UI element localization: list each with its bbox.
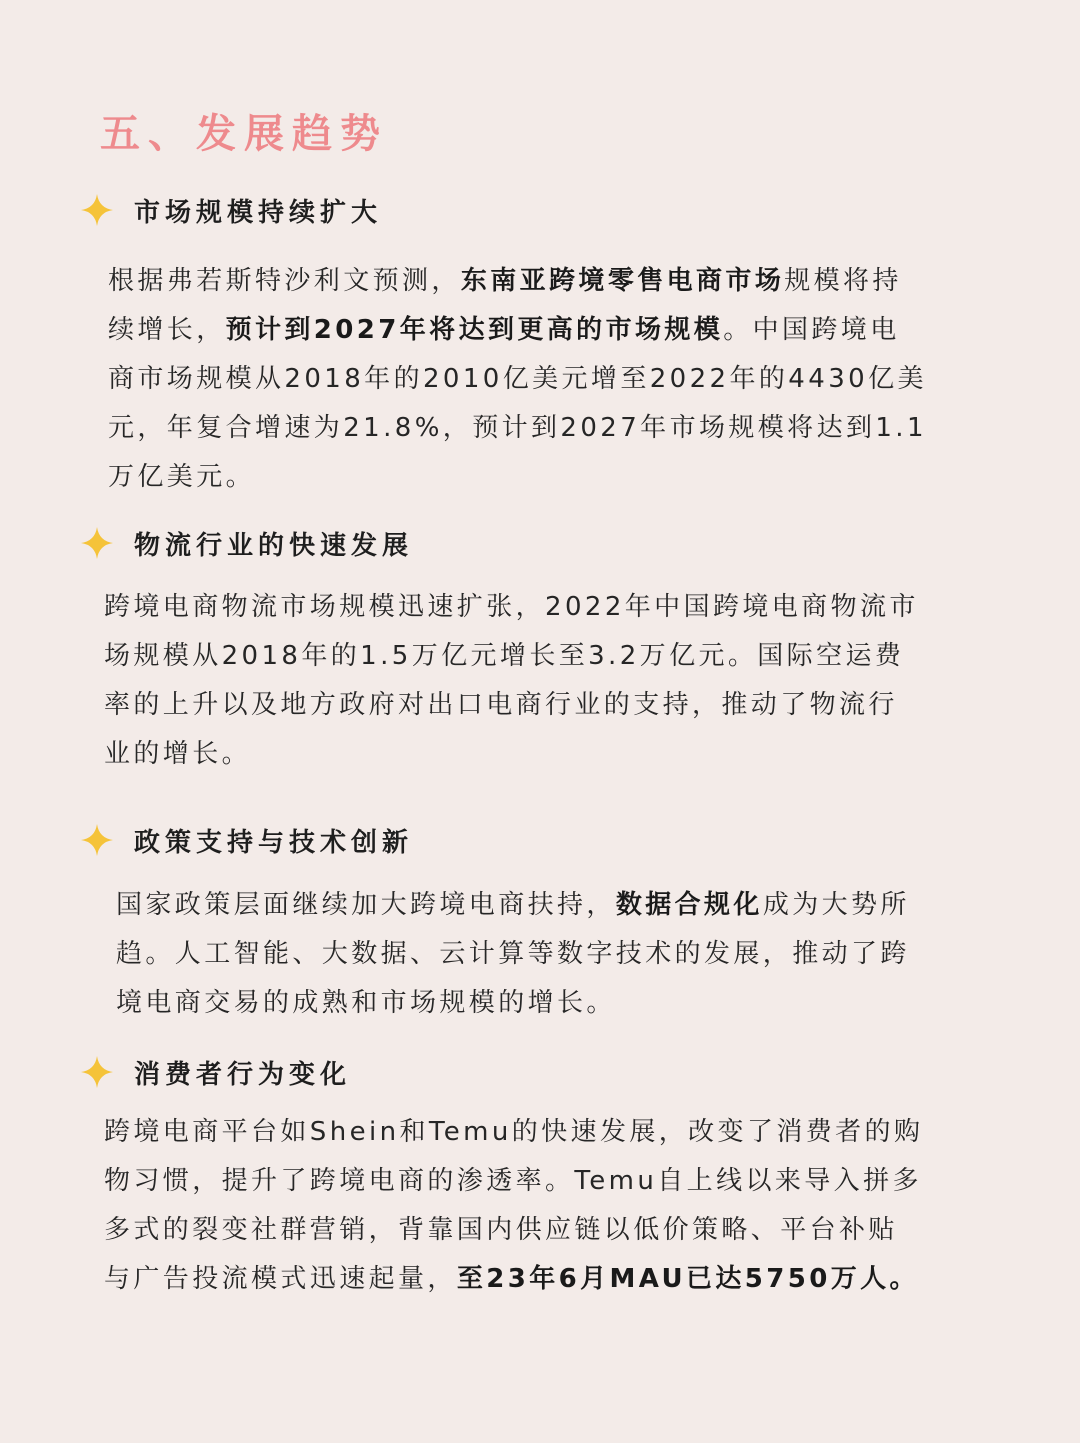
body-text: 境电商交易的成熟和市场规模的增长。 xyxy=(116,988,616,1018)
section-heading-consumer xyxy=(80,1052,351,1092)
body-text: 跨境电商物流市场规模迅速扩张，2022年中国跨境电商物流市 xyxy=(104,592,919,622)
paragraph-line xyxy=(108,404,927,453)
emphasized-text: 数据合规化 xyxy=(615,890,763,920)
body-text: 元，年复合增速为21.8%，预计到2027年市场规模将达到1.1 xyxy=(108,413,927,443)
emphasized-text: 预计到2027年将达到更高的市场规模 xyxy=(225,315,724,345)
paragraph-line xyxy=(104,1255,923,1304)
paragraph-line xyxy=(108,355,927,404)
section-heading-logistics xyxy=(80,523,413,563)
body-text: 万亿美元。 xyxy=(108,462,256,492)
section-paragraph-market-scale xyxy=(108,257,927,502)
body-text: 商市场规模从2018年的2010亿美元增至2022年的4430亿美 xyxy=(108,364,927,394)
paragraph-line xyxy=(104,1206,923,1255)
paragraph-line xyxy=(116,881,910,930)
section-paragraph-policy xyxy=(116,881,910,1028)
body-text: 规模将持 xyxy=(784,266,902,296)
page-title: 五、发展趋势 xyxy=(100,111,388,157)
emphasized-text: 至23年6月MAU已达5750万人。 xyxy=(456,1264,919,1294)
four-point-star-icon xyxy=(80,1055,114,1089)
body-text: 物习惯，提升了跨境电商的渗透率。Temu自上线以来导入拼多 xyxy=(104,1166,922,1196)
section-heading-market-scale xyxy=(80,190,382,230)
section-heading-text: 消费者行为变化 xyxy=(134,1059,352,1090)
body-text: 跨境电商平台如Shein和Temu的快速发展，改变了消费者的购 xyxy=(104,1117,924,1147)
four-point-star-icon xyxy=(80,193,114,227)
body-text: 趋。人工智能、大数据、云计算等数字技术的发展，推动了跨 xyxy=(116,939,910,969)
section-paragraph-consumer xyxy=(104,1108,923,1304)
section-heading-text: 物流行业的快速发展 xyxy=(134,530,414,561)
paragraph-line xyxy=(108,306,927,355)
paragraph-line xyxy=(104,1157,923,1206)
body-text: 率的上升以及地方政府对出口电商行业的支持，推动了物流行 xyxy=(104,690,898,720)
paragraph-line xyxy=(104,681,919,730)
paragraph-line xyxy=(104,583,919,632)
body-text: 场规模从2018年的1.5万亿元增长至3.2万亿元。国际空运费 xyxy=(104,641,905,671)
body-text: 根据弗若斯特沙利文预测， xyxy=(108,266,461,296)
paragraph-line xyxy=(116,930,910,979)
body-text: 多式的裂变社群营销，背靠国内供应链以低价策略、平台补贴 xyxy=(104,1215,898,1245)
paragraph-line xyxy=(104,1108,923,1157)
section-paragraph-logistics xyxy=(104,583,919,779)
body-text: 与广告投流模式迅速起量， xyxy=(104,1264,457,1294)
section-heading-text: 市场规模持续扩大 xyxy=(134,197,383,228)
paragraph-line xyxy=(116,979,910,1028)
paragraph-line xyxy=(104,730,919,779)
paragraph-line xyxy=(108,453,927,502)
emphasized-text: 东南亚跨境零售电商市场 xyxy=(460,266,785,296)
paragraph-line xyxy=(108,257,927,306)
four-point-star-icon xyxy=(80,526,114,560)
four-point-star-icon xyxy=(80,823,114,857)
body-text: 成为大势所 xyxy=(762,890,910,920)
body-text: 业的增长。 xyxy=(104,739,252,769)
paragraph-line xyxy=(104,632,919,681)
section-heading-text: 政策支持与技术创新 xyxy=(134,827,414,858)
body-text: 国家政策层面继续加大跨境电商扶持， xyxy=(116,890,616,920)
section-heading-policy xyxy=(80,820,413,860)
body-text: 续增长， xyxy=(108,315,226,345)
body-text: 。中国跨境电 xyxy=(723,315,900,345)
